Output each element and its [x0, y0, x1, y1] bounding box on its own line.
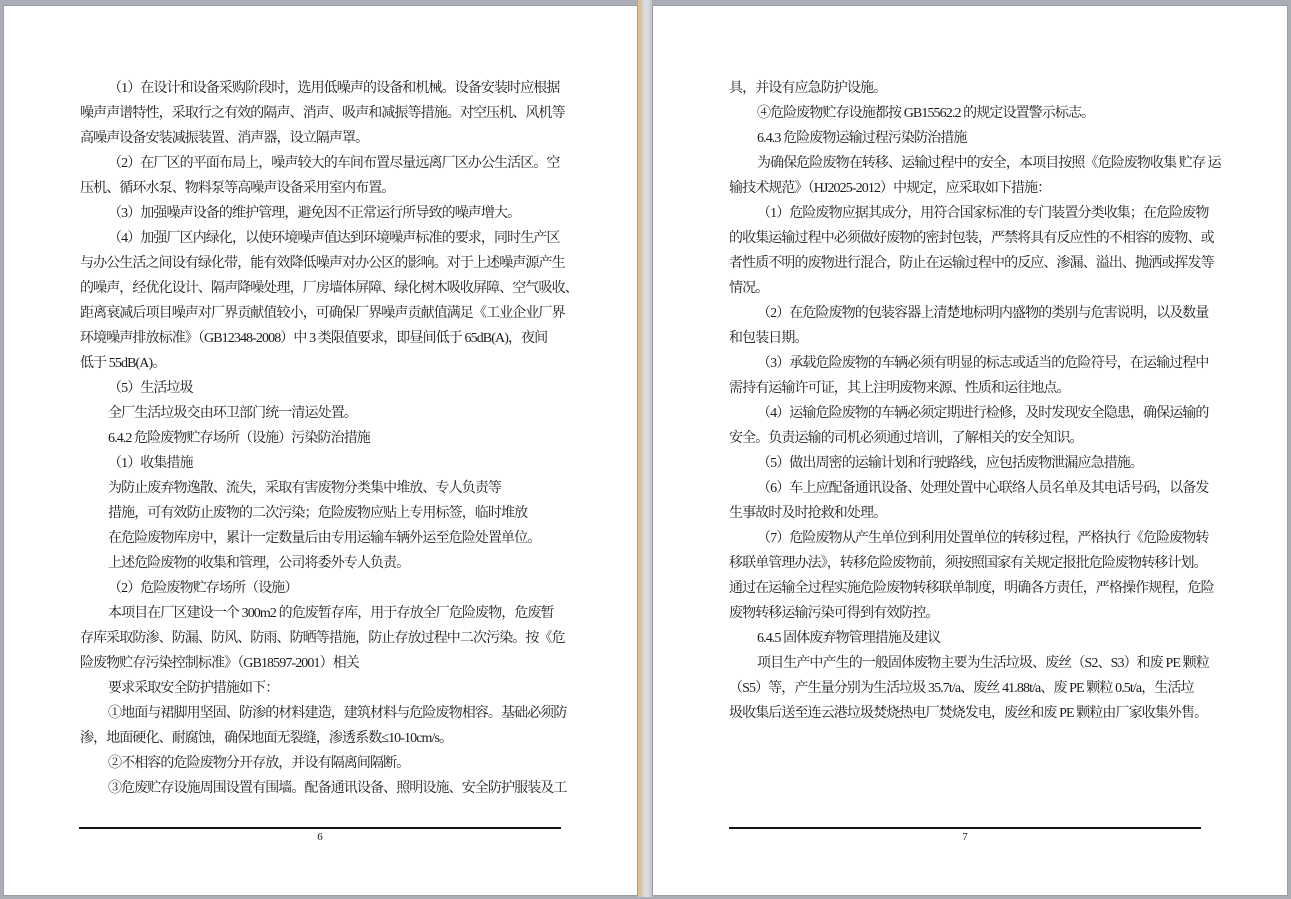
- text-line: （7）危险废物从产生单位到利用处置单位的转移过程，严格执行《危险废物转: [757, 531, 1209, 546]
- text-line: （5）做出周密的运输计划和行驶路线，应包括废物泄漏应急措施。: [757, 456, 1143, 471]
- text-line: 与办公生活之间设有绿化带，能有效降低噪声对办公区的影响。对于上述噪声源产生: [80, 256, 565, 271]
- text-line: ①地面与裙脚用坚固、防渗的材料建造，建筑材料与危险废物相容。基础必须防: [108, 706, 567, 721]
- text-line: 全厂生活垃圾交由环卫部门统一清运处置。: [108, 406, 357, 421]
- text-line: （2）危险废物贮存场所（设施）: [108, 581, 298, 596]
- text-line: 本项目在厂区建设一个 300m2 的危废暂存库，用于存放全厂危险废物，危废暂: [108, 606, 554, 621]
- text-line: 情况。: [729, 281, 769, 296]
- text-line: ②不相容的危险废物分开存放，并设有隔离间隔断。: [108, 756, 410, 771]
- text-line: 环境噪声排放标准》（GB12348-2008）中 3 类限值要求，即昼间低于 65dB(A)，夜间: [80, 331, 548, 346]
- text-line: 压机、循环水泵、物料泵等高噪声设备采用室内布置。: [80, 181, 395, 196]
- text-line: 通过在运输全过程实施危险废物转移联单制度，明确各方责任，严格操作规程，危险: [729, 581, 1214, 596]
- text-line: （1）在设计和设备采购阶段时，选用低噪声的设备和机械。设备安装时应根据: [108, 81, 560, 96]
- page-number: 7: [962, 831, 968, 843]
- text-line: 安全。负责运输的司机必须通过培训，了解相关的安全知识。: [729, 431, 1083, 446]
- text-line: 6.4.3 危险废物运输过程污染防治措施: [757, 131, 967, 146]
- text-line: ④危险废物贮存设施都按 GB15562.2 的规定设置警示标志。: [757, 106, 1095, 121]
- text-line: 低于 55dB(A)。: [80, 356, 166, 371]
- text-line: 措施，可有效防止废物的二次污染；危险废物应贴上专用标签，临时堆放: [108, 506, 528, 521]
- text-line: 噪声声谱特性，采取行之有效的隔声、消声、吸声和减振等措施。对空压机、风机等: [80, 106, 565, 121]
- text-line: 为确保危险废物在转移、运输过程中的安全，本项目按照《危险废物收集 贮存 运: [757, 156, 1221, 171]
- text-line: 渗，地面硬化、耐腐蚀，确保地面无裂缝，渗透系数≤10-10cm/s。: [80, 731, 453, 746]
- text-line: ③危废贮存设施周围设置有围墙。配备通讯设备、照明设施、安全防护服装及工: [108, 781, 567, 796]
- page-7-text: [729, 76, 1219, 726]
- text-line: （1）收集措施: [108, 456, 193, 471]
- footer-rule: [729, 827, 1201, 829]
- text-line: 为防止废弃物逸散、流失，采取有害废物分类集中堆放、专人负责等: [108, 481, 501, 496]
- text-line: 移联单管理办法》，转移危险废物前，须按照国家有关规定报批危险废物转移计划。: [729, 556, 1207, 571]
- text-line: 在危险废物库房中，累计一定数量后由专用运输车辆外运至危险处置单位。: [108, 531, 541, 546]
- text-line: 的噪声，经优化设计、隔声降噪处理，厂房墙体屏障、绿化树木吸收屏障、空气吸收、: [80, 281, 578, 296]
- text-line: 6.4.2 危险废物贮存场所（设施）污染防治措施: [108, 431, 370, 446]
- text-line: （1）危险废物应据其成分，用符合国家标准的专门装置分类收集；在危险废物: [757, 206, 1209, 221]
- text-line: 者性质不明的废物进行混合，防止在运输过程中的反应、渗漏、溢出、抛洒或挥发等: [729, 256, 1214, 271]
- text-line: 距离衰减后项目噪声对厂界贡献值较小，可确保厂界噪声贡献值满足《工业企业厂界: [80, 306, 565, 321]
- text-line: 高噪声设备安装减振装置、消声器，设立隔声罩。: [80, 131, 369, 146]
- text-line: （4）运输危险废物的车辆必须定期进行检修，及时发现安全隐患，确保运输的: [757, 406, 1209, 421]
- text-line: 项目生产中产生的一般固体废物主要为生活垃圾、废丝（S2、S3）和废 PE 颗粒: [757, 656, 1209, 671]
- text-line: 要求采取安全防护措施如下：: [108, 681, 279, 696]
- text-line: 输技术规范》（HJ2025-2012）中规定，应采取如下措施：: [729, 181, 1051, 196]
- text-line: （3）加强噪声设备的维护管理，避免因不正常运行所导致的噪声增大。: [108, 206, 521, 221]
- page-6: [3, 5, 638, 896]
- footer-rule: [79, 827, 561, 829]
- text-line: 生事故时及时抢救和处理。: [729, 506, 887, 521]
- text-line: 的收集运输过程中必须做好废物的密封包装，严禁将具有反应性的不相容的废物、或: [729, 231, 1214, 246]
- text-line: （3）承载危险废物的车辆必须有明显的标志或适当的危险符号，在运输过程中: [757, 356, 1209, 371]
- text-line: 圾收集后送至连云港垃圾焚烧热电厂焚烧发电，废丝和废 PE 颗粒由厂家收集外售。: [729, 706, 1208, 721]
- text-line: （4）加强厂区内绿化，以使环境噪声值达到环境噪声标准的要求，同时生产区: [108, 231, 560, 246]
- text-line: 上述危险废物的收集和管理，公司将委外专人负责。: [108, 556, 410, 571]
- text-line: （2）在厂区的平面布局上，噪声较大的车间布置尽量远离厂区办公生活区。空: [108, 156, 560, 171]
- text-line: （6）车上应配备通讯设备、处理处置中心联络人员名单及其电话号码，以备发: [757, 481, 1209, 496]
- text-line: 6.4.5 固体废弃物管理措施及建议: [757, 631, 941, 646]
- text-line: （2）在危险废物的包装容器上清楚地标明内盛物的类别与危害说明，以及数量: [757, 306, 1209, 321]
- page-6-text: [80, 76, 578, 801]
- text-line: 存库采取防渗、防漏、防风、防雨、防晒等措施，防止存放过程中二次污染。按《危: [80, 631, 565, 646]
- text-line: 险废物贮存污染控制标准》（GB18597-2001）相关: [80, 656, 359, 671]
- text-line: 具，并设有应急防护设施。: [729, 81, 887, 96]
- text-line: （S5）等，产生量分别为生活垃圾 35.7t/a、废丝 41.88t/a、废 PE 颗粒 0.5t/a，生活垃: [729, 681, 1194, 696]
- page-7: [652, 5, 1288, 896]
- text-line: （5）生活垃圾: [108, 381, 193, 396]
- page-number: 6: [317, 831, 323, 843]
- text-line: 废物转移运输污染可得到有效防控。: [729, 606, 939, 621]
- page-gap: [638, 0, 652, 897]
- text-line: 和包装日期。: [729, 331, 808, 346]
- text-line: 需持有运输许可证，其上注明废物来源、性质和运往地点。: [729, 381, 1070, 396]
